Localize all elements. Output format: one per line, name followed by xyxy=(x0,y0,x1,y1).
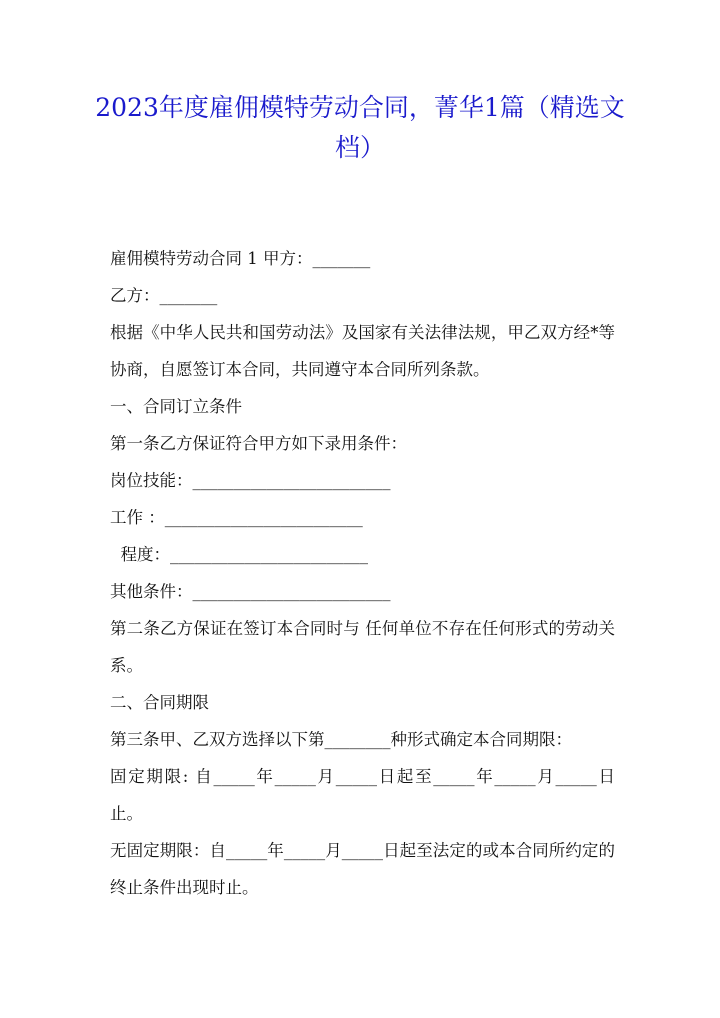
document-title: 2023年度雇佣模特劳动合同，菁华1篇（精选文档） xyxy=(95,93,625,162)
job-skill-line: 岗位技能：________________________ xyxy=(110,471,391,490)
section-heading-term: 二、合同期限 xyxy=(110,693,209,712)
work-line: 工作 ：________________________ xyxy=(110,508,363,527)
article-one: 第一条乙方保证符合甲方如下录用条件： xyxy=(110,434,407,453)
preamble-paragraph: 根据《中华人民共和国劳动法》及国家有关法律法规，甲乙双方经*等协商，自愿签订本合同，共同遵守本合同所列条款。 xyxy=(110,323,615,379)
article-three: 第三条甲、乙双方选择以下第________种形式确定本合同期限： xyxy=(110,730,572,749)
party-a-line: 雇佣模特劳动合同 1 甲方：_______ xyxy=(110,249,371,268)
other-conditions-line: 其他条件：________________________ xyxy=(110,582,391,601)
fixed-term-line: 固定期限: 自_____年_____月_____日起至_____年_____月_____日止。 xyxy=(110,767,615,823)
degree-line: 程度：________________________ xyxy=(110,545,368,564)
section-heading-conditions: 一、合同订立条件 xyxy=(110,397,242,416)
open-term-line: 无固定期限：自_____年_____月_____日起至法定的或本合同所约定的终止条件出现时止。 xyxy=(110,841,615,897)
article-two: 第二条乙方保证在签订本合同时与 任何单位不存在任何形式的劳动关系。 xyxy=(110,619,615,675)
party-b-line: 乙方：_______ xyxy=(110,286,218,305)
document-body xyxy=(110,240,615,906)
